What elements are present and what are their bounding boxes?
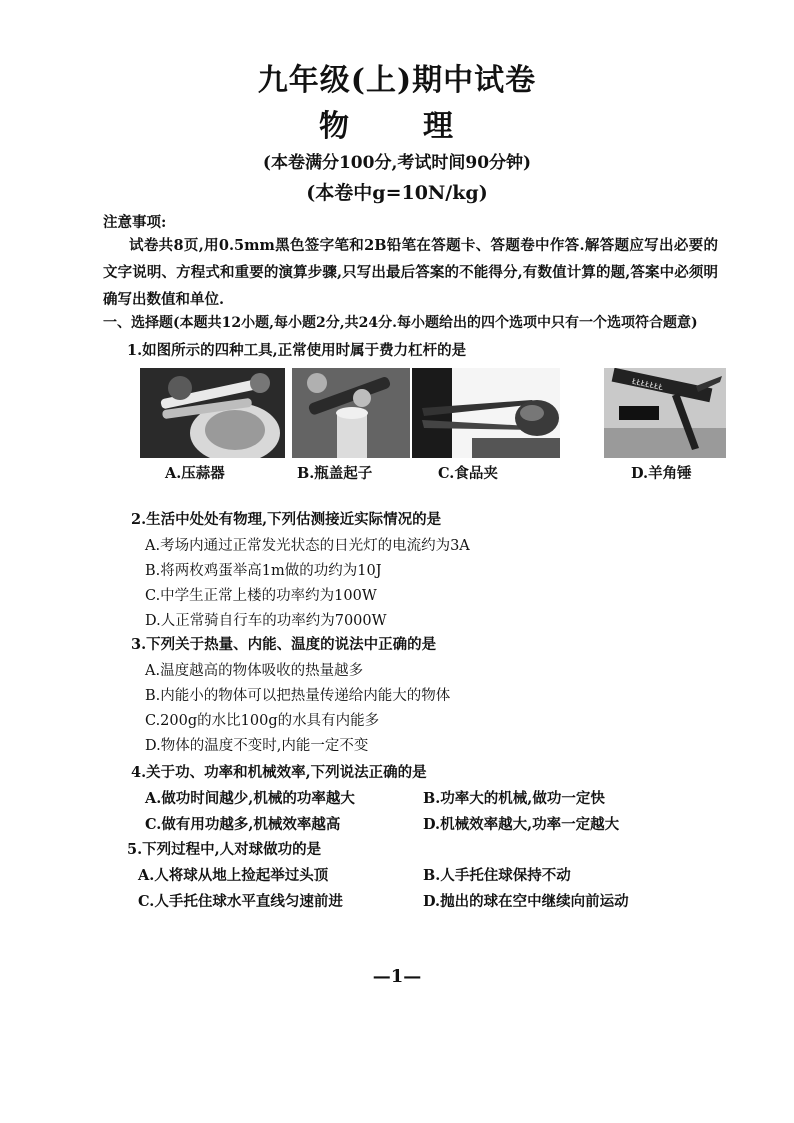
notice-text: 试卷共8页,用0.5mm黑色签字笔和2B铅笔在答题卡、答题卷中作答.解答题应写出必要的文字说明、方程式和重要的演算步骤,只写出最后答案的不能得分,有数值计算的题,答案中必须明确写出数值和单位. bbox=[103, 237, 718, 308]
option-b-bottle-opener: B.瓶盖起子 bbox=[297, 465, 373, 482]
svg-text:ŁŁŁŁŁŁŁ: ŁŁŁŁŁŁŁ bbox=[631, 376, 664, 393]
option-d-claw-hammer: D.羊角锤 bbox=[631, 465, 692, 482]
garlic-press-image bbox=[140, 368, 285, 458]
question-4-option-d: D.机械效率越大,功率一定越大 bbox=[423, 816, 620, 833]
question-5-option-a: A.人将球从地上捡起举过头顶 bbox=[138, 867, 329, 884]
question-3-option-b: B.内能小的物体可以把热量传递给内能大的物体 bbox=[145, 688, 451, 704]
question-3-option-a: A.温度越高的物体吸收的热量越多 bbox=[145, 663, 364, 679]
question-4-option-c: C.做有用功越多,机械效率越高 bbox=[145, 816, 341, 833]
question-3-option-c: C.200g的水比100g的水具有内能多 bbox=[145, 713, 380, 729]
section-heading: 一、选择题(本题共12小题,每小题2分,共24分.每小题给出的四个选项中只有一个选项符合题意) bbox=[103, 315, 698, 331]
bottle-opener-image bbox=[292, 368, 410, 458]
gravity-note: (本卷中g=10N/kg) bbox=[306, 182, 488, 204]
question-4-option-a: A.做功时间越少,机械的功率越大 bbox=[145, 790, 355, 807]
question-5-option-d: D.抛出的球在空中继续向前运动 bbox=[423, 893, 629, 910]
question-2-option-b: B.将两枚鸡蛋举高1m做的功约为10J bbox=[145, 563, 382, 579]
question-4-stem: 4.关于功、功率和机械效率,下列说法正确的是 bbox=[131, 764, 427, 781]
food-tongs-image bbox=[412, 368, 560, 458]
exam-title: 九年级(上)期中试卷 bbox=[257, 63, 537, 98]
notice-heading: 注意事项: bbox=[103, 214, 167, 231]
option-c-food-tongs: C.食品夹 bbox=[438, 465, 498, 482]
question-2-option-a: A.考场内通过正常发光状态的日光灯的电流约为3A bbox=[145, 538, 470, 554]
score-note: (本卷满分100分,考试时间90分钟) bbox=[262, 153, 532, 173]
page-number: —1— bbox=[372, 966, 422, 987]
subject-title: 物 理 bbox=[319, 109, 475, 144]
question-3-stem: 3.下列关于热量、内能、温度的说法中正确的是 bbox=[131, 636, 437, 653]
question-2-option-c: C.中学生正常上楼的功率约为100W bbox=[145, 588, 377, 604]
question-4-option-b: B.功率大的机械,做功一定快 bbox=[423, 790, 605, 807]
question-5-stem: 5.下列过程中,人对球做功的是 bbox=[127, 841, 322, 858]
question-3-option-d: D.物体的温度不变时,内能一定不变 bbox=[145, 738, 369, 754]
question-1-stem: 1.如图所示的四种工具,正常使用时属于费力杠杆的是 bbox=[127, 342, 467, 359]
option-a-garlic-press: A.压蒜器 bbox=[165, 465, 225, 482]
claw-hammer-image bbox=[604, 368, 726, 458]
question-5-option-c: C.人手托住球水平直线匀速前进 bbox=[138, 893, 343, 910]
question-2-option-d: D.人正常骑自行车的功率约为7000W bbox=[145, 613, 387, 629]
question-2-stem: 2.生活中处处有物理,下列估测接近实际情况的是 bbox=[131, 511, 442, 528]
question-5-option-b: B.人手托住球保持不动 bbox=[423, 867, 571, 884]
